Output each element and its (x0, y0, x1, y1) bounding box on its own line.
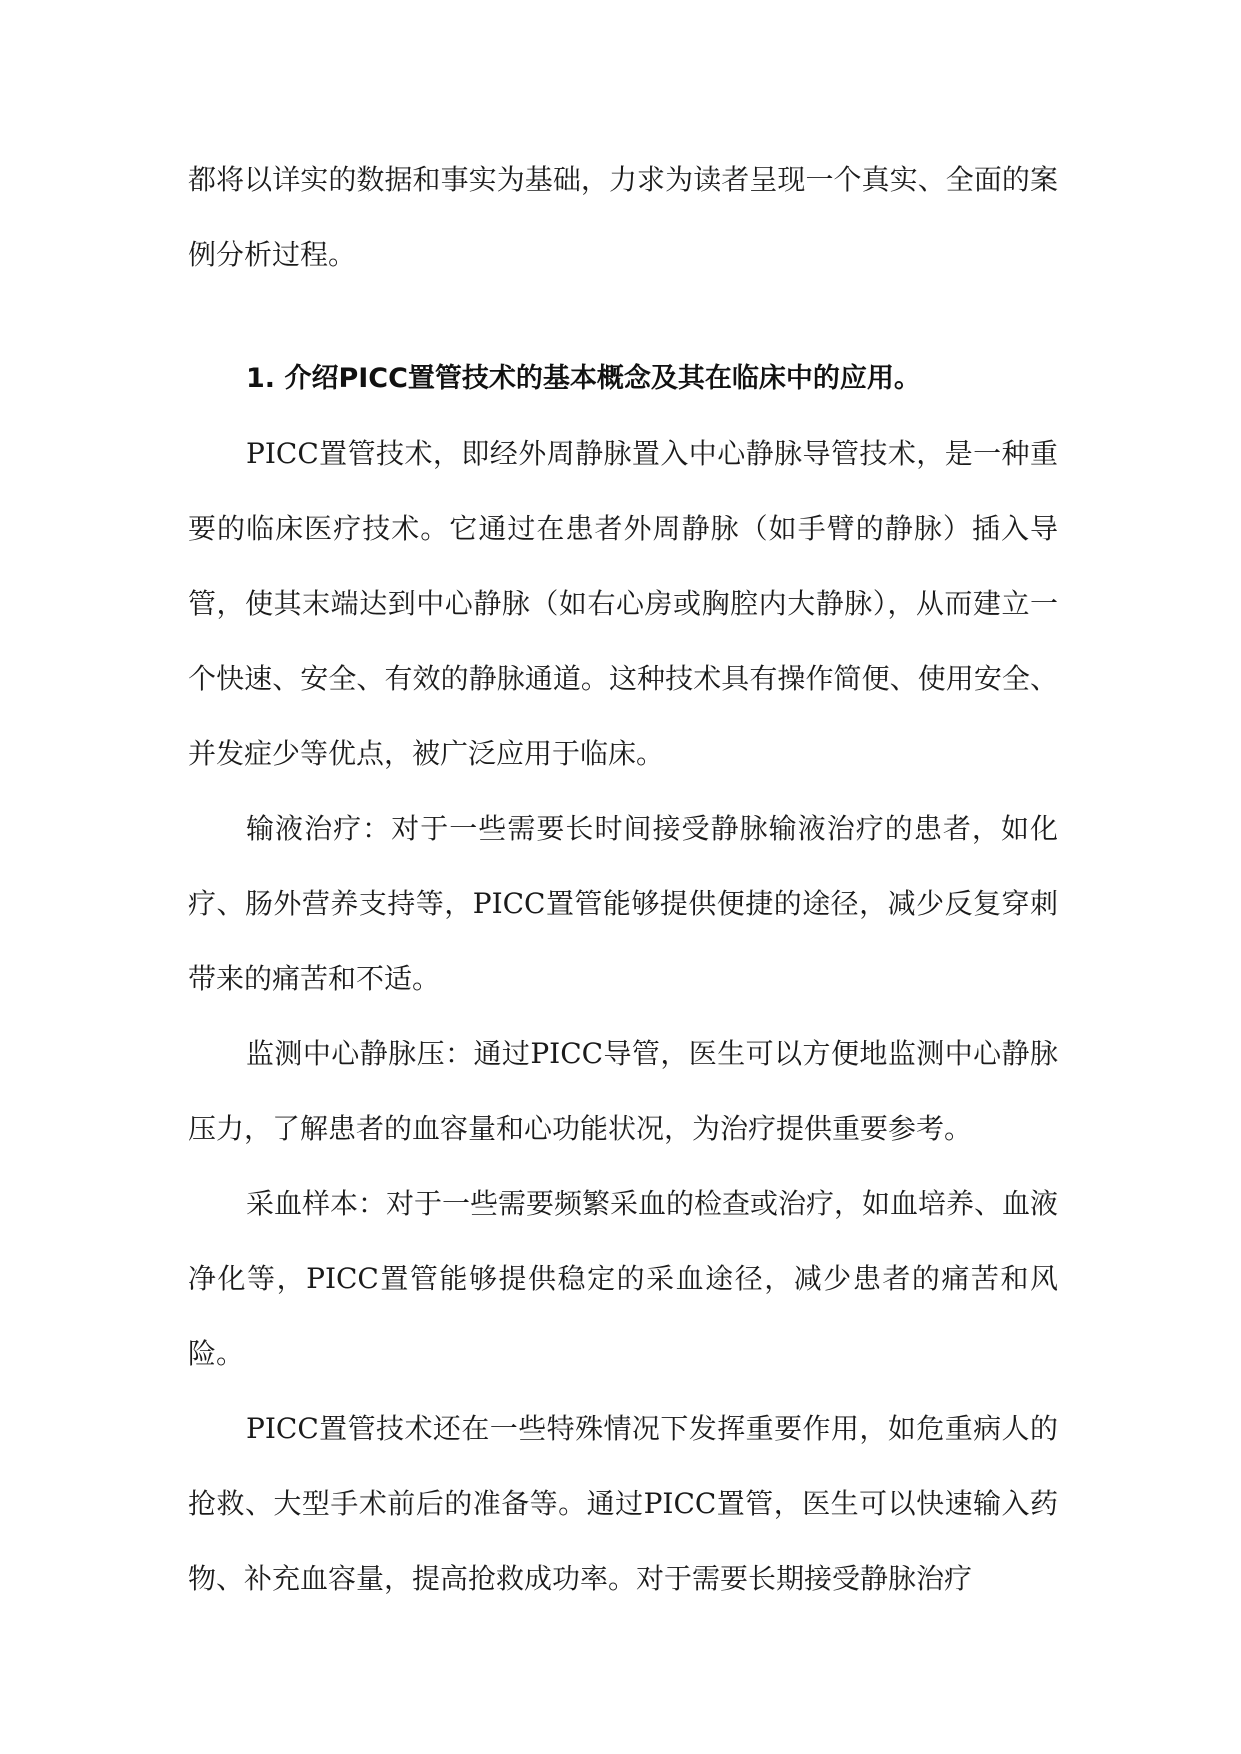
paragraph-cvp-monitoring: 监测中心静脉压：通过PICC导管，医生可以方便地监测中心静脉压力，了解患者的血容量和心功能状况，为治疗提供重要参考。 (188, 1037, 1058, 1145)
paragraph-blood-sampling: 采血样本：对于一些需要频繁采血的检查或治疗，如血培养、血液净化等，PICC置管能够提供稳定的采血途径，减少患者的痛苦和风险。 (188, 1187, 1059, 1370)
paragraph-infusion-therapy: 输液治疗：对于一些需要长时间接受静脉输液治疗的患者，如化疗、肠外营养支持等，PICC置管能够提供便捷的途径，减少反复穿刺带来的痛苦和不适。 (188, 812, 1058, 995)
section-heading: 1. 介绍PICC置管技术的基本概念及其在临床中的应用。 (246, 363, 921, 394)
paragraph-special-cases: PICC置管技术还在一些特殊情况下发挥重要作用，如危重病人的抢救、大型手术前后的准备等。通过PICC置管，医生可以快速输入药物、补充血容量，提高抢救成功率。对于需要长期接受静脉治疗 (188, 1412, 1058, 1595)
paragraph-definition: PICC置管技术，即经外周静脉置入中心静脉导管技术，是一种重要的临床医疗技术。它通过在患者外周静脉（如手臂的静脉）插入导管，使其末端达到中心静脉（如右心房或胸腔内大静脉），从而建立一个快速、安全、有效的静脉通道。这种技术具有操作简便、使用安全、并发症少等优点，被广泛应用于临床。 (188, 437, 1058, 770)
document-body (188, 142, 1058, 1616)
continuation-paragraph: 都将以详实的数据和事实为基础，力求为读者呈现一个真实、全面的案例分析过程。 (188, 163, 1058, 271)
